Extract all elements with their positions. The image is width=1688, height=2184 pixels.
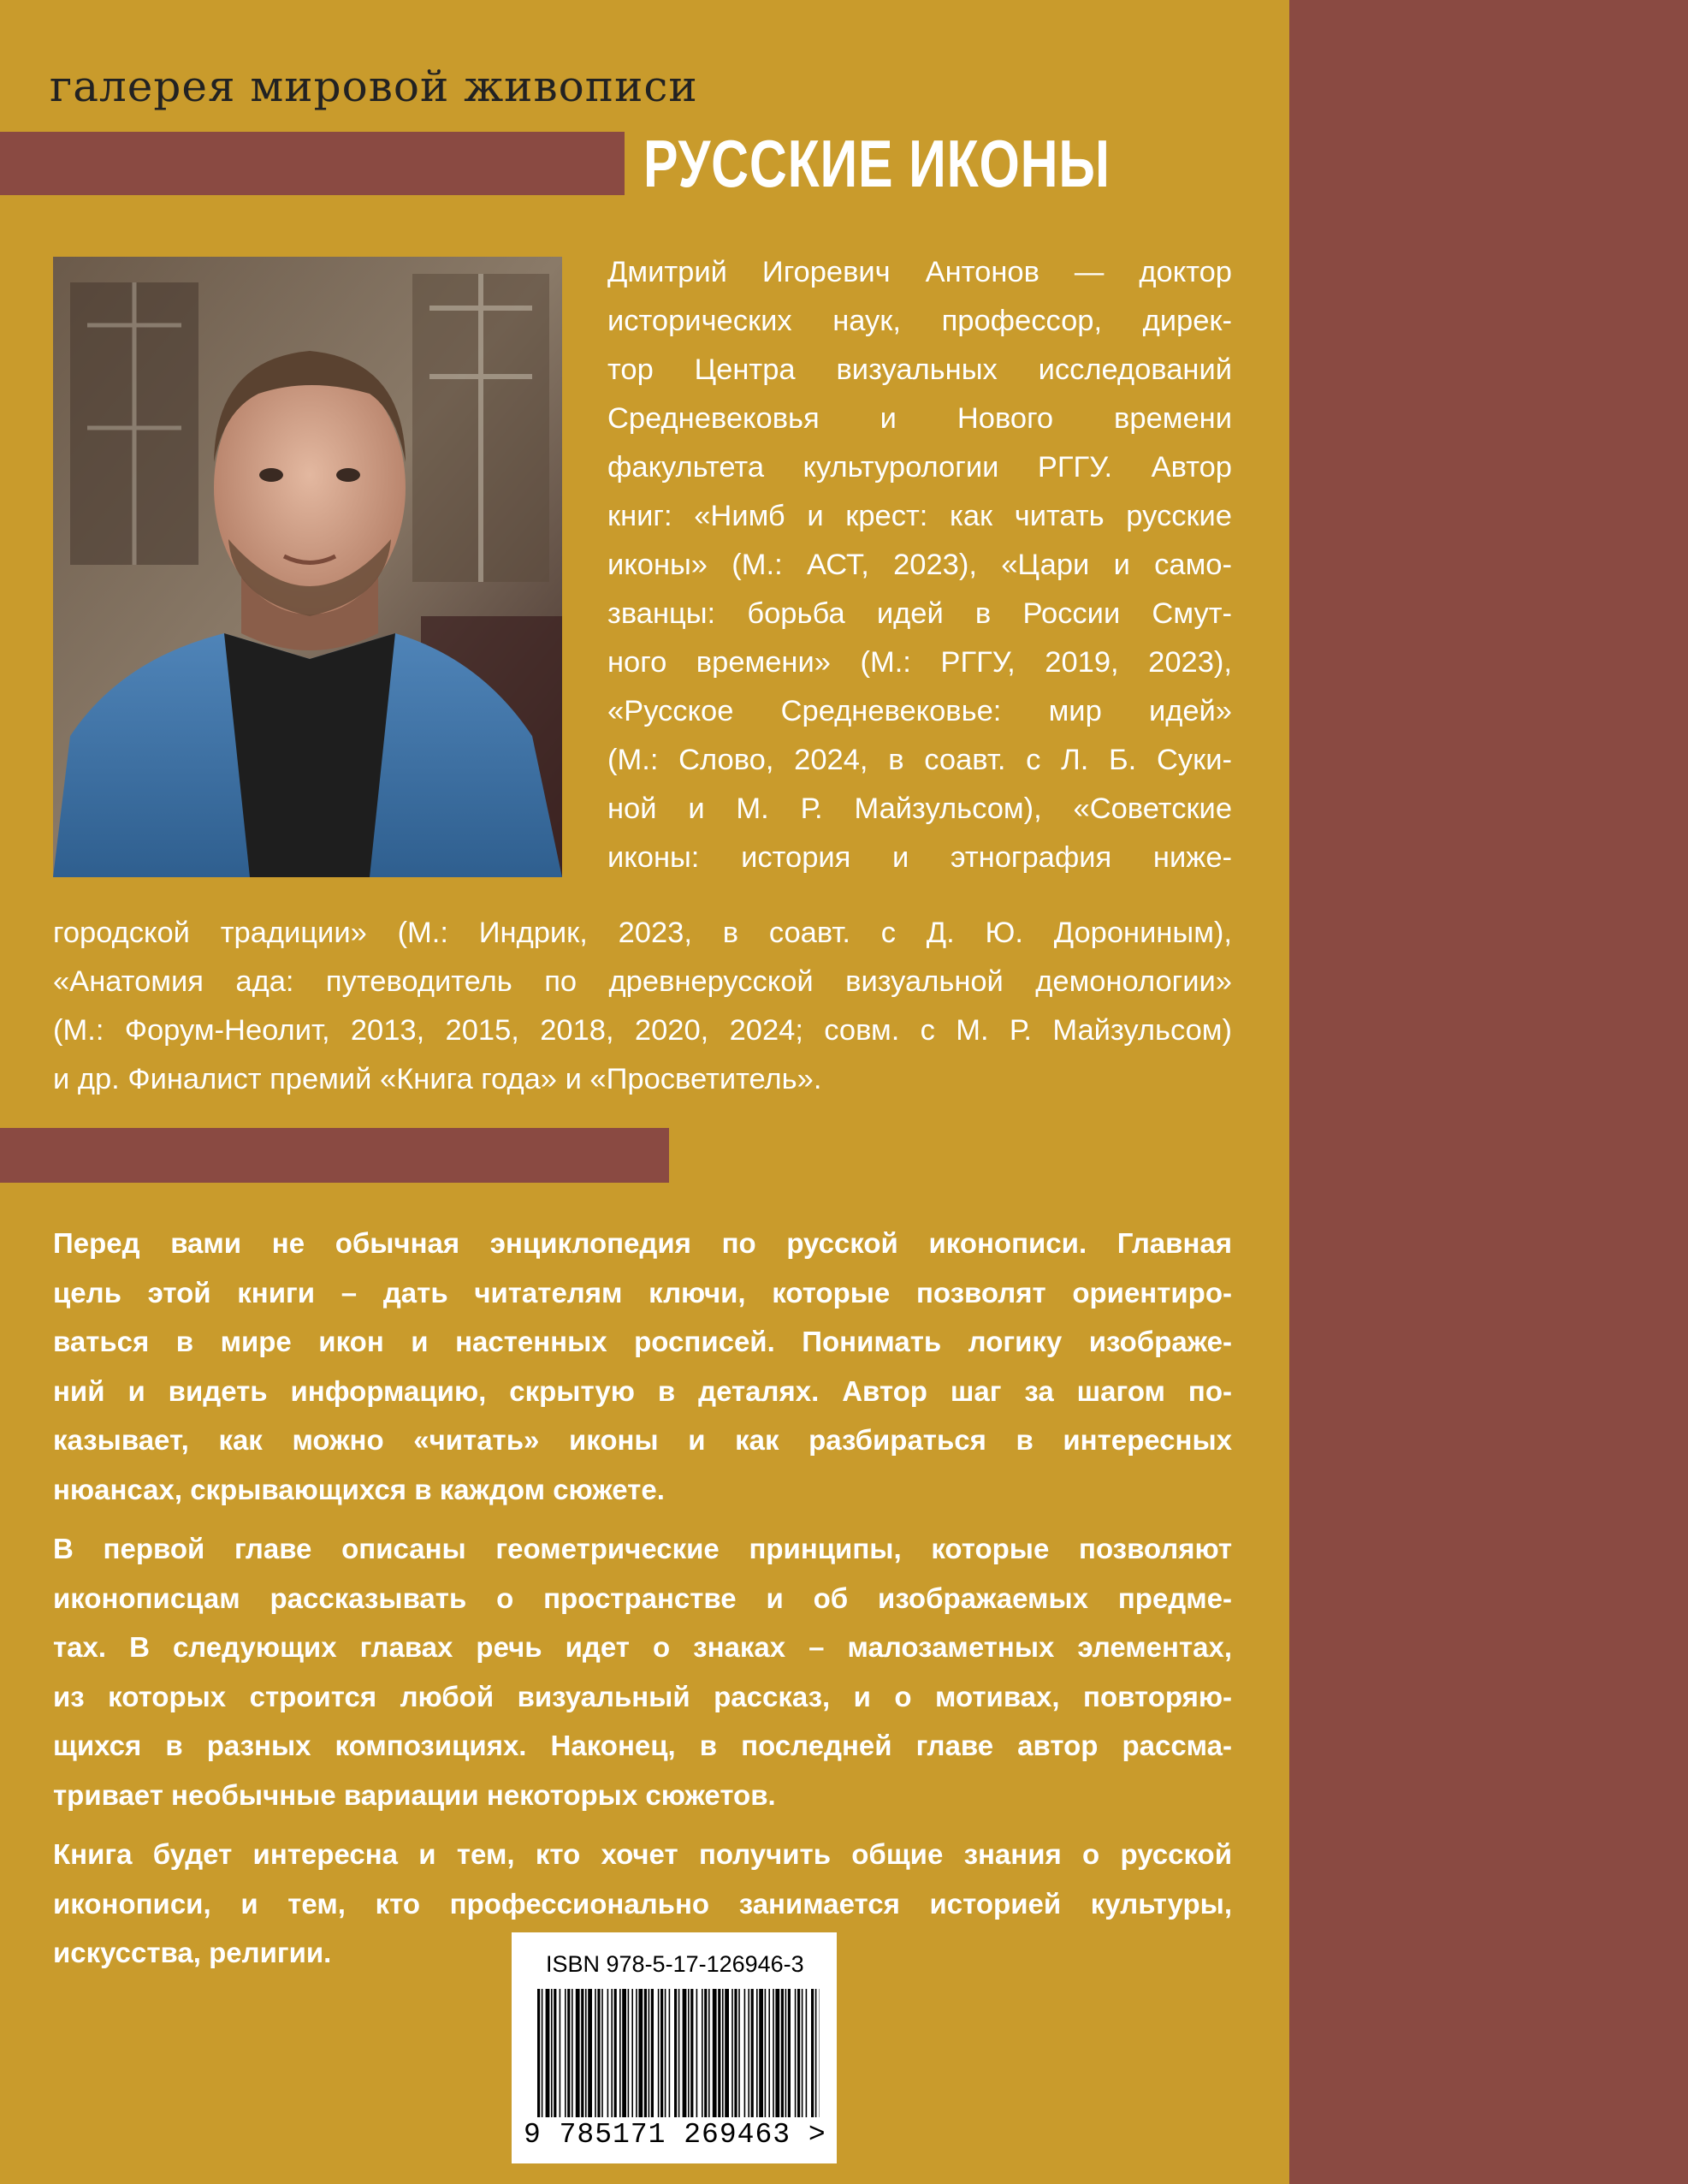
- barcode-bar: [560, 1989, 561, 2117]
- annotation-line: Книга будет интересна и тем, кто хочет получить общие знания о русской: [53, 1838, 1232, 1870]
- barcode-bar: [802, 1989, 803, 2117]
- isbn-label: ISBN 978-5-17-126946-3: [546, 1951, 804, 1977]
- bio-line: (М.: Слово, 2024, в соавт. с Л. Б. Суки-: [607, 744, 1232, 776]
- barcode-bar: [636, 1989, 637, 2117]
- barcode-bar: [546, 1989, 550, 2117]
- barcode-bar: [806, 1989, 808, 2117]
- annotation-line: цель этой книги – дать читателям ключи, которые позволят ориентиро-: [53, 1276, 1232, 1309]
- bio-line: городской традиции» (М.: Индрик, 2023, в соавт. с Д. Ю. Дорониным),: [53, 917, 1232, 949]
- barcode-bar: [683, 1989, 687, 2117]
- bio-line: званцы: борьба идей в России Смут-: [607, 597, 1232, 630]
- barcode-bar: [669, 1989, 671, 2117]
- bio-line: (М.: Форум-Неолит, 2013, 2015, 2018, 2020, 2024; совм. с М. Р. Майзульсом): [53, 1014, 1232, 1047]
- barcode-bar: [713, 1989, 717, 2117]
- bio-line: тор Центра визуальных исследований: [607, 353, 1232, 386]
- barcode-bar: [738, 1989, 740, 2117]
- barcode-bar: [588, 1989, 592, 2117]
- barcode-bar: [811, 1989, 814, 2117]
- bio-line: иконы: история и этнография ниже-: [607, 841, 1232, 874]
- isbn-barcode: [512, 1932, 837, 2163]
- annotation-line: тривает необычные вариации некоторых сюжетов.: [53, 1778, 776, 1811]
- barcode-bar: [765, 1989, 767, 2117]
- barcode-bar: [678, 1989, 680, 2117]
- author-bio-top: [607, 248, 1232, 882]
- annotation-line: ний и видеть информацию, скрытую в деталях. Автор шаг за шагом по-: [53, 1374, 1232, 1407]
- spine-band: [1289, 0, 1688, 2184]
- barcode-bar: [702, 1989, 703, 2117]
- barcode-bar: [601, 1989, 603, 2117]
- barcode-bar: [576, 1989, 580, 2117]
- barcode-bar: [674, 1989, 677, 2117]
- barcode-bar: [718, 1989, 720, 2117]
- barcode-bar: [631, 1989, 633, 2117]
- barcode-bar: [725, 1989, 729, 2117]
- barcode-bar: [690, 1989, 693, 2117]
- bio-line: ного времени» (М.: РГГУ, 2019, 2023),: [607, 646, 1232, 679]
- barcode-bar: [722, 1989, 724, 2117]
- series-title: галерея мировой живописи: [50, 62, 698, 111]
- barcode-bar: [658, 1989, 660, 2117]
- barcode-bar: [565, 1989, 566, 2117]
- barcode-bar: [768, 1989, 770, 2117]
- annotation-line: иконописи, и тем, кто профессионально занимается историей культуры,: [53, 1887, 1232, 1920]
- barcode-bar: [744, 1989, 746, 2117]
- bio-line: факультета культурологии РГГУ. Автор: [607, 451, 1232, 484]
- annotation-line: искусства, религии.: [53, 1937, 332, 1968]
- barcode-bar: [756, 1989, 758, 2117]
- barcode-bar: [731, 1989, 733, 2117]
- barcode-bar: [607, 1989, 609, 2117]
- barcode-bar: [665, 1989, 666, 2117]
- annotation-line: ваться в мире икон и настенных росписей. Понимать логику изображе-: [53, 1326, 1232, 1357]
- section-divider-band: [0, 1128, 669, 1183]
- annotation-line: тах. В следующих главах речь идет о знаках – малозаметных элементах,: [53, 1631, 1232, 1663]
- barcode-bar: [815, 1989, 817, 2117]
- barcode-bar: [788, 1989, 791, 2117]
- barcode-bar: [595, 1989, 596, 2117]
- bio-line: исторических наук, профессор, дирек-: [607, 305, 1232, 337]
- book-annotation: [53, 1219, 1232, 1988]
- bio-line: Дмитрий Игоревич Антонов — доктор: [607, 256, 1232, 288]
- barcode-bar: [781, 1989, 784, 2117]
- barcode-bar: [775, 1989, 779, 2117]
- barcode-bar: [797, 1989, 800, 2117]
- annotation-line: Перед вами не обычная энциклопедия по русской иконописи. Главная: [53, 1227, 1232, 1259]
- barcode-bar: [773, 1989, 774, 2117]
- barcode-bar: [651, 1989, 654, 2117]
- barcode-bar: [795, 1989, 797, 2117]
- annotation-line: иконописцам рассказывать о пространстве и об изображаемых предме-: [53, 1582, 1232, 1614]
- bio-line: книг: «Нимб и крест: как читать русские: [607, 500, 1232, 532]
- bio-line: ной и М. Р. Майзульсом), «Советские: [607, 792, 1232, 825]
- barcode-bar: [644, 1989, 647, 2117]
- book-title: РУССКИЕ ИКОНЫ: [643, 126, 1111, 201]
- barcode-bar: [619, 1989, 621, 2117]
- barcode-bar: [660, 1989, 663, 2117]
- barcode-bar: [696, 1989, 698, 2117]
- barcode-bar: [581, 1989, 583, 2117]
- barcode-bar: [785, 1989, 787, 2117]
- barcode-bar: [751, 1989, 754, 2117]
- barcode-bar: [688, 1989, 690, 2117]
- barcode-bar: [622, 1989, 626, 2117]
- annotation-line: В первой главе описаны геометрические принципы, которые позволяют: [53, 1533, 1232, 1564]
- barcode-bar: [554, 1989, 556, 2117]
- barcode-bar: [748, 1989, 749, 2117]
- bio-line: иконы» (М.: АСТ, 2023), «Цари и само-: [607, 549, 1232, 581]
- barcode-bar: [704, 1989, 707, 2117]
- barcode-bar: [572, 1989, 573, 2117]
- barcode-bar: [551, 1989, 553, 2117]
- barcode-bar: [542, 1989, 543, 2117]
- bio-line: «Русское Средневековье: мир идей»: [607, 695, 1232, 727]
- barcode-bar: [649, 1989, 650, 2117]
- barcode-bar: [759, 1989, 763, 2117]
- bio-line: «Анатомия ада: путеводитель по древнерусской визуальной демонологии»: [53, 965, 1232, 998]
- author-bio-bottom: [53, 909, 1232, 1104]
- annotation-line: щихся в разных композициях. Наконец, в последней главе автор рассма-: [53, 1730, 1232, 1761]
- barcode-bar: [734, 1989, 737, 2117]
- annotation-line: из которых строится любой визуальный рассказ, и о мотивах, повторяю-: [53, 1680, 1232, 1712]
- barcode-bar: [638, 1989, 643, 2117]
- barcode-bar: [585, 1989, 587, 2117]
- barcode-bar: [628, 1989, 630, 2117]
- annotation-paragraph: [53, 1219, 1232, 1514]
- isbn-digits: 9 785171 269463 >: [524, 2119, 826, 2151]
- annotation-line: нюансах, скрывающихся в каждом сюжете.: [53, 1473, 665, 1505]
- barcode-bar: [708, 1989, 710, 2117]
- barcode-bar: [614, 1989, 617, 2117]
- barcode-bar: [597, 1989, 600, 2117]
- barcode-bar: [567, 1989, 570, 2117]
- author-photo: [53, 257, 562, 877]
- bio-line: и др. Финалист премий «Книга года» и «Просветитель».: [53, 1063, 822, 1095]
- barcode-bar: [537, 1989, 540, 2117]
- title-band: [0, 132, 625, 195]
- annotation-line: казывает, как можно «читать» иконы и как разбираться в интересных: [53, 1424, 1232, 1456]
- annotation-paragraph: [53, 1524, 1232, 1819]
- barcode-bar: [611, 1989, 613, 2117]
- barcode-bars: [537, 1989, 820, 2126]
- bio-line: Средневековья и Нового времени: [607, 402, 1232, 435]
